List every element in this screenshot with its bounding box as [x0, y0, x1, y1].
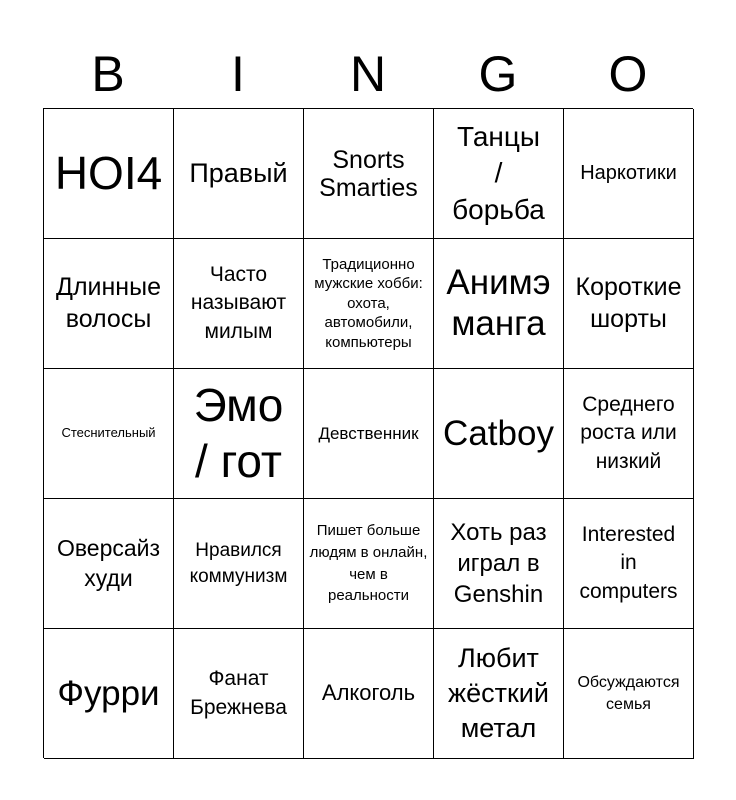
bingo-cell[interactable]: [434, 499, 564, 629]
cell-text: Snorts Smarties: [319, 145, 418, 202]
cell-text: Анимэ манга: [446, 263, 551, 343]
cell-text: Обсуждаются семья: [577, 673, 680, 713]
cell-text: Среднего роста или низкий: [580, 392, 677, 473]
bingo-cell[interactable]: [304, 239, 434, 369]
bingo-cell[interactable]: [304, 369, 434, 499]
cell-text: Оверсайз худи: [56, 534, 161, 591]
cell-text: Хоть раз играл в Genshin: [450, 518, 547, 609]
cell-text: Interested in computers: [579, 522, 678, 603]
cell-text: Правый: [189, 158, 288, 189]
bingo-cell[interactable]: [304, 109, 434, 239]
bingo-cell[interactable]: [174, 499, 304, 629]
cell-text: Часто называют милым: [190, 262, 287, 343]
bingo-header: [43, 40, 693, 108]
bingo-cell[interactable]: [564, 499, 694, 629]
bingo-cell[interactable]: [44, 499, 174, 629]
bingo-cell[interactable]: [434, 369, 564, 499]
header-letter-b: B: [91, 46, 125, 102]
header-letter-g: G: [478, 46, 518, 102]
bingo-cell[interactable]: [44, 109, 174, 239]
bingo-cell[interactable]: [564, 629, 694, 759]
cell-text: Длинные волосы: [56, 273, 161, 333]
bingo-cell[interactable]: [434, 239, 564, 369]
header-letter-i: I: [231, 46, 245, 102]
cell-text: Эмо / гот: [193, 379, 284, 487]
header-letter-o: O: [608, 46, 648, 102]
bingo-cell[interactable]: [564, 369, 694, 499]
bingo-cell[interactable]: [44, 239, 174, 369]
cell-text: Традиционно мужские хобби: охота, автомобили, компьютеры: [314, 255, 423, 351]
bingo-cell[interactable]: [174, 239, 304, 369]
bingo-cell[interactable]: [174, 629, 304, 759]
bingo-cell[interactable]: [174, 109, 304, 239]
bingo-cell[interactable]: [44, 369, 174, 499]
bingo-cell[interactable]: [44, 629, 174, 759]
bingo-cell[interactable]: [434, 109, 564, 239]
cell-text: Танцы / борьба: [452, 120, 545, 225]
cell-text: HOI4: [54, 146, 163, 199]
bingo-board: [43, 108, 693, 758]
cell-text: Фанат Брежнева: [190, 667, 287, 719]
cell-text: Короткие шорты: [575, 273, 682, 333]
cell-text: Любит жёсткий метал: [448, 642, 549, 744]
cell-text: Стеснительный: [61, 425, 156, 441]
cell-text: Нравился коммунизм: [189, 539, 288, 587]
bingo-cell[interactable]: [304, 499, 434, 629]
header-letter-n: N: [349, 46, 387, 102]
cell-text: Девственник: [318, 423, 419, 443]
bingo-cell[interactable]: [174, 369, 304, 499]
cell-text: Catboy: [443, 413, 554, 453]
bingo-cell[interactable]: [304, 629, 434, 759]
cell-text: Пишет больше людям в онлайн, чем в реальности: [309, 522, 428, 605]
cell-text: Алкоголь: [321, 680, 416, 706]
cell-text: Фурри: [57, 673, 160, 713]
bingo-cell[interactable]: [434, 629, 564, 759]
bingo-cell[interactable]: [564, 239, 694, 369]
bingo-cell[interactable]: [564, 109, 694, 239]
cell-text: Наркотики: [580, 162, 677, 185]
